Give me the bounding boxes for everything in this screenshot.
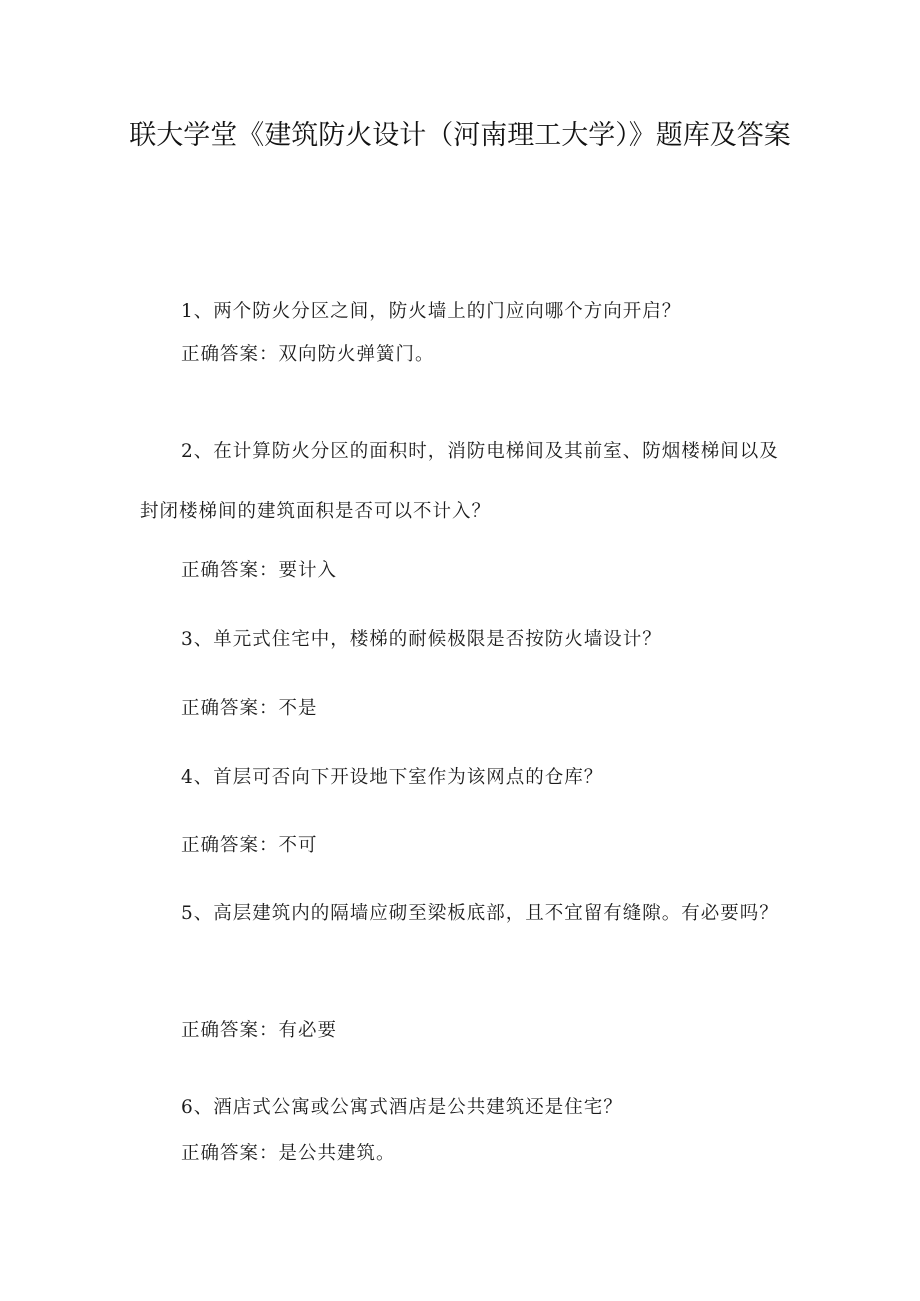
question-3: 3、单元式住宅中，楼梯的耐候极限是否按防火墙设计？: [181, 629, 662, 650]
answer-4: 正确答案：不可: [181, 835, 318, 856]
answer-1: 正确答案：双向防火弹簧门。: [181, 344, 435, 365]
question-4: 4、首层可否向下开设地下室作为该网点的仓库？: [181, 767, 604, 788]
answer-3: 正确答案：不是: [181, 698, 318, 719]
document-title: 联大学堂《建筑防火设计（河南理工大学）》题库及答案: [129, 120, 791, 151]
answer-6: 正确答案：是公共建筑。: [181, 1143, 396, 1164]
answer-2: 正确答案：要计入: [181, 560, 338, 581]
answer-5: 正确答案：有必要: [181, 1020, 338, 1041]
question-6: 6、酒店式公寓或公寓式酒店是公共建筑还是住宅？: [181, 1097, 623, 1118]
question-1: 1、两个防火分区之间，防火墙上的门应向哪个方向开启？: [181, 301, 682, 322]
question-2: 2、在计算防火分区的面积时，消防电梯间及其前室、防烟楼梯间以及封闭楼梯间的建筑面积是否可以不计入？: [140, 441, 779, 522]
question-5: 5、高层建筑内的隔墙应砌至梁板底部，且不宜留有缝隙。有必要吗？: [181, 903, 779, 924]
